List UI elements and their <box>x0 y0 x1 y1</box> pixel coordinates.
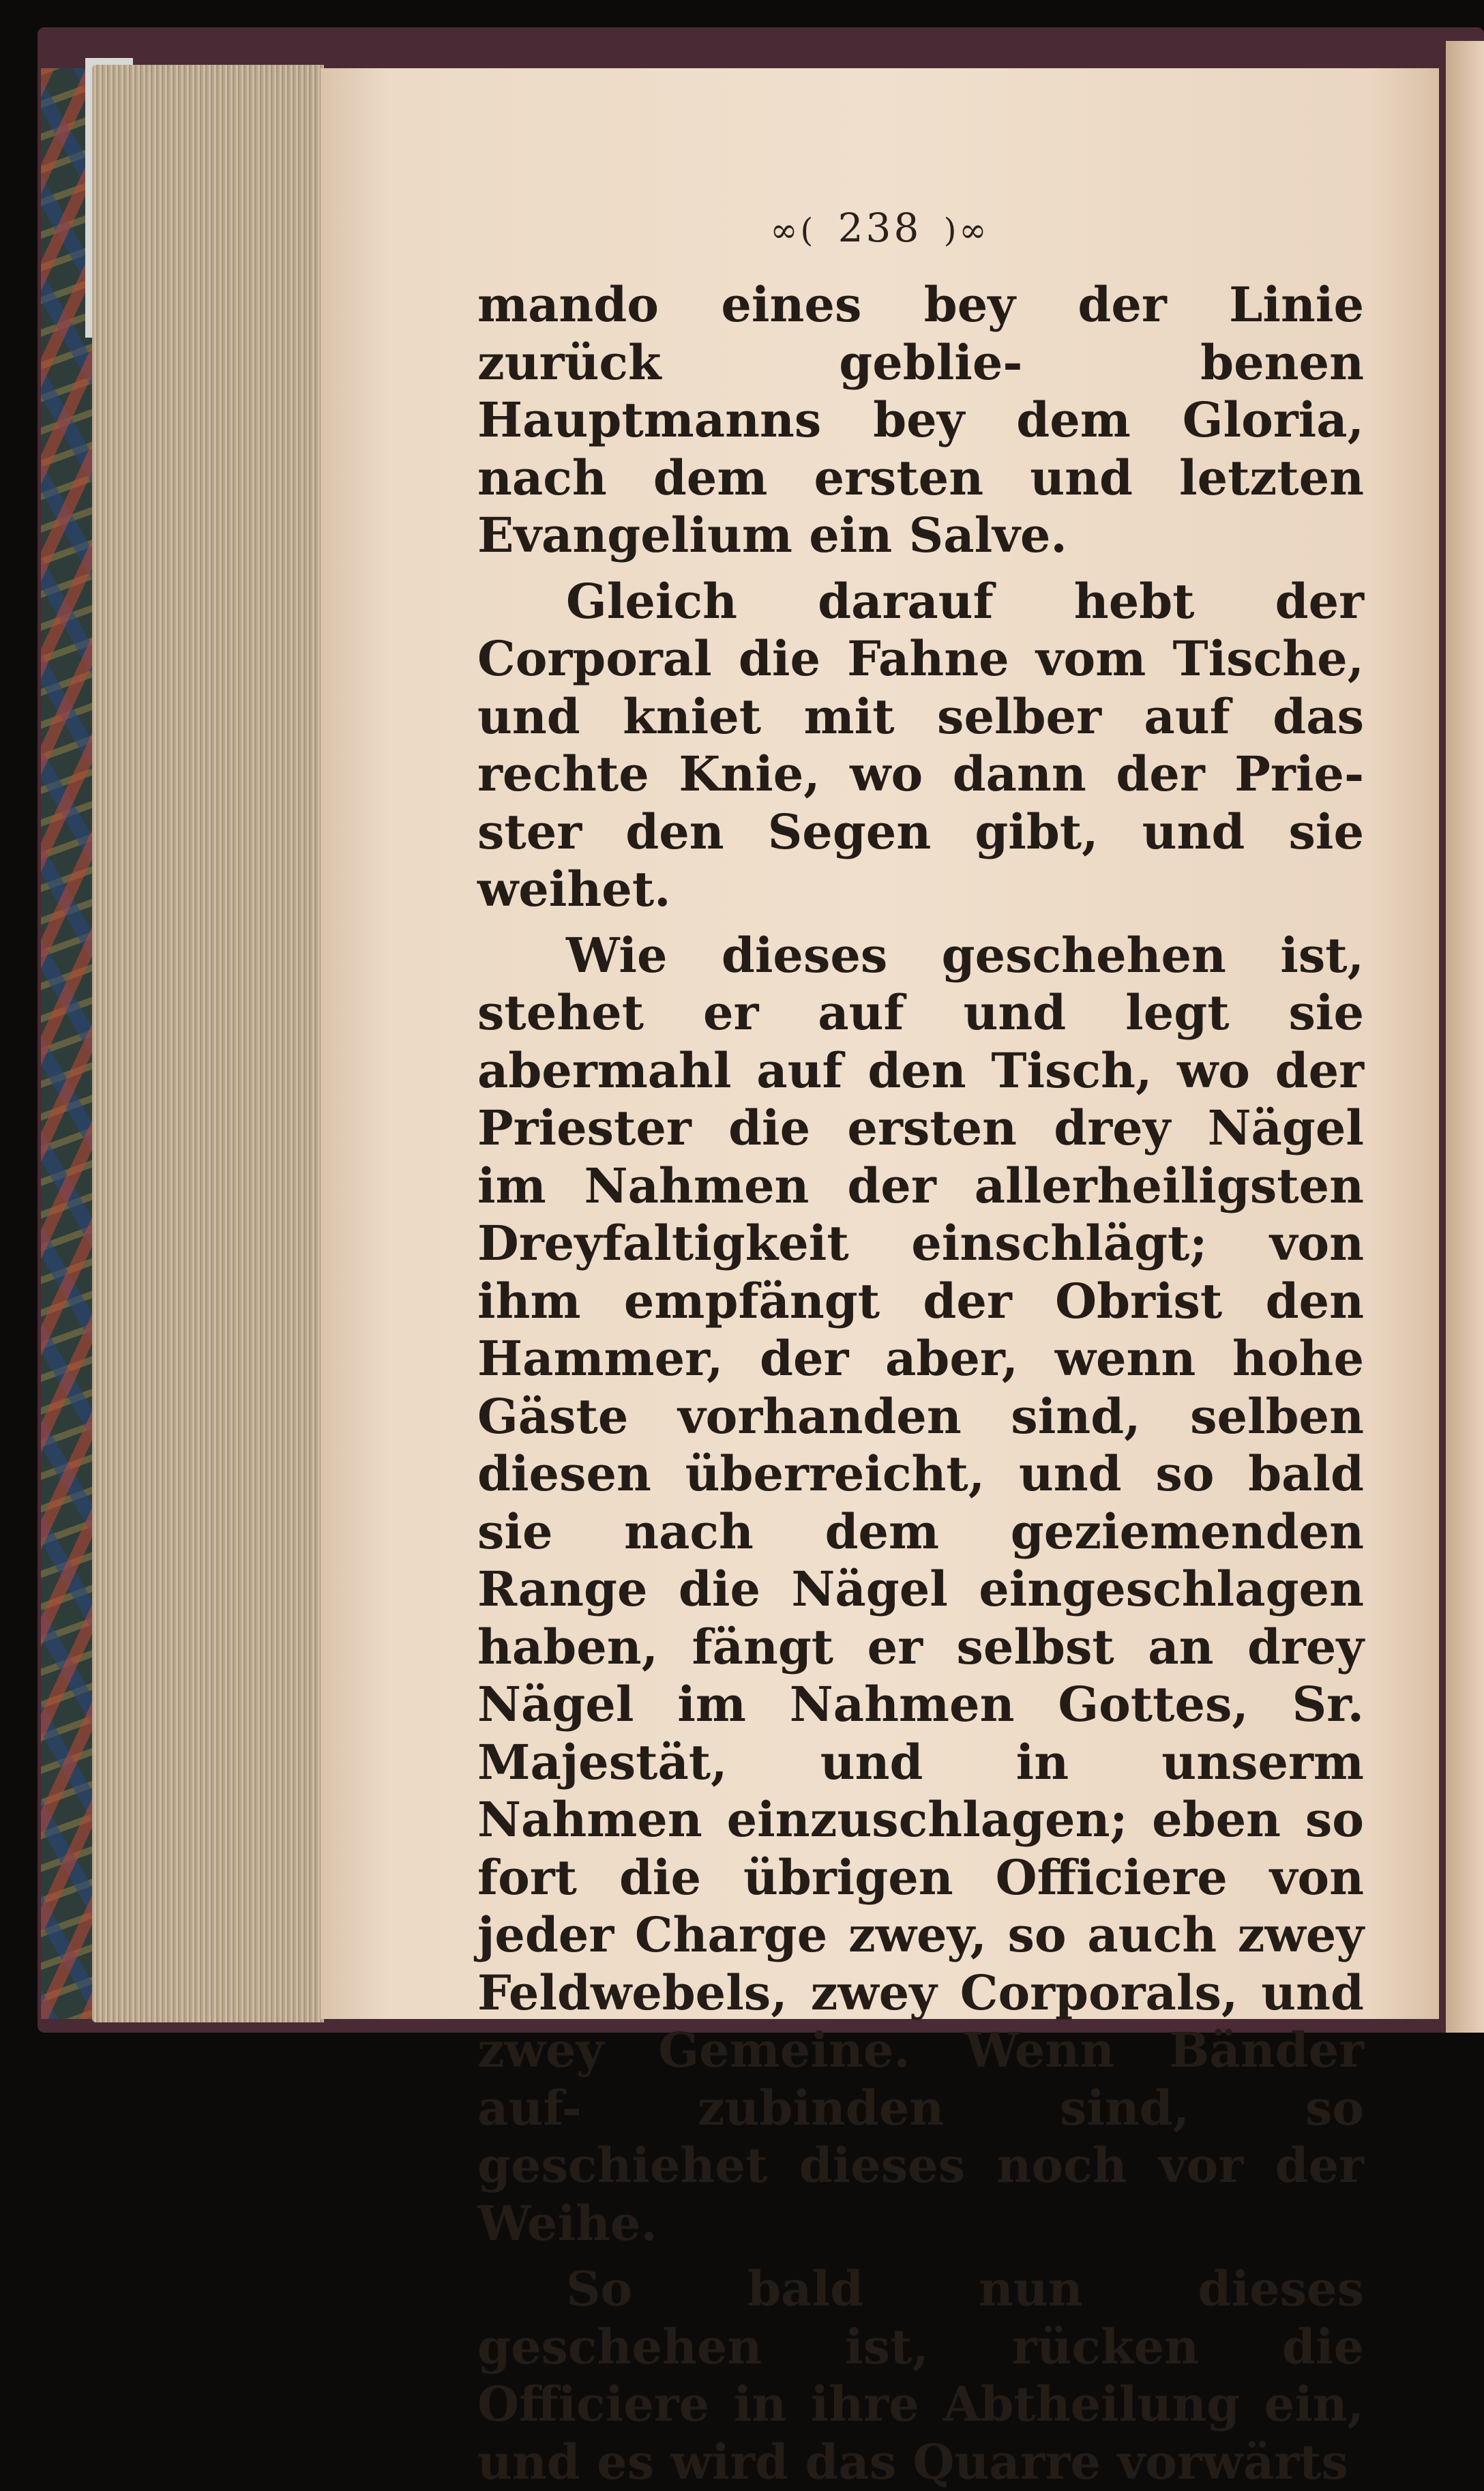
ornament-right: )∞ <box>943 211 990 250</box>
ornament-left: ∞( <box>770 211 816 250</box>
paragraph-1: mando eines bey der Linie zurück geblie- benen Hauptmanns bey dem Gloria, nach dem ersten und letzten Evangelium ein Salve. <box>477 276 1364 563</box>
page-header <box>321 205 1439 251</box>
page-edges <box>92 65 324 2022</box>
page-number: 238 <box>837 205 922 251</box>
facing-page-edge <box>1446 41 1484 2033</box>
paragraph-3: Wie dieses geschehen ist, stehet er auf und legt sie abermahl auf den Tisch, wo der Priester die ersten drey Nägel im Nahmen der allerheiligsten Dreyfaltigkeit einschlägt; von ihm empfängt der Obrist den Hammer, der aber, wenn hohe Gäste vorhanden sind, selben diesen überreicht, und so bald sie nach dem geziemenden Range die Nägel eingeschlagen haben, fängt er selbst an drey Nägel im Nahmen Gottes, Sr. Majestät, und in unserm Nahmen einzuschlagen; eben so fort die übrigen Officiere von jeder Charge zwey, so auch zwey Feldwebels, zwey Corporals, und zwey Gemeine. Wenn Bänder auf- zubinden sind, so geschiehet dieses noch vor der Weihe. <box>477 926 1364 2252</box>
page-body <box>477 276 1364 2491</box>
paragraph-4: So bald nun dieses geschehen ist, rücken die Officiere in ihre Abtheilung ein, und es wird das Quarre vorwärts <box>477 2260 1364 2490</box>
paragraph-2: Gleich darauf hebt der Corporal die Fahne vom Tische, und kniet mit selber auf das rechte Knie, wo dann der Prie- ster den Segen gibt, und sie weihet. <box>477 572 1364 917</box>
